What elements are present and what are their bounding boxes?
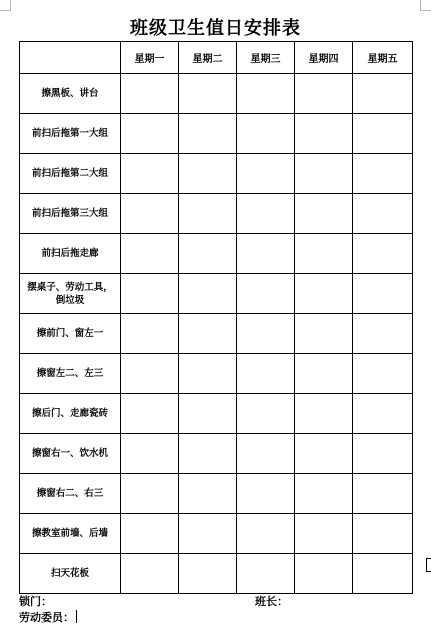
page-margin-marker — [426, 558, 431, 572]
day-header: 星期三 — [237, 42, 295, 74]
duty-cell[interactable] — [295, 114, 353, 154]
task-label: 擦教室前墙、后墙 — [20, 514, 121, 554]
duty-cell[interactable] — [121, 434, 179, 474]
duty-cell[interactable] — [121, 314, 179, 354]
duty-cell[interactable] — [353, 514, 413, 554]
duty-cell[interactable] — [179, 114, 237, 154]
day-header: 星期五 — [353, 42, 413, 74]
table-row — [20, 354, 413, 394]
task-label: 摆桌子、劳动工具，倒垃圾 — [20, 274, 121, 314]
task-label: 前扫后拖走廊 — [20, 234, 121, 274]
table-row — [20, 274, 413, 314]
duty-cell[interactable] — [295, 234, 353, 274]
table-header-row — [20, 42, 413, 74]
lock-door-label: 锁门： — [19, 595, 52, 608]
corner-cell — [20, 42, 121, 74]
duty-cell[interactable] — [353, 554, 413, 594]
monitor-field[interactable] — [255, 593, 288, 609]
table-row — [20, 394, 413, 434]
duty-cell[interactable] — [179, 234, 237, 274]
table-row — [20, 514, 413, 554]
duty-cell[interactable] — [121, 354, 179, 394]
task-label: 前扫后拖第一大组 — [20, 114, 121, 154]
duty-cell[interactable] — [295, 474, 353, 514]
task-label: 前扫后拖第二大组 — [20, 154, 121, 194]
task-label: 擦后门、走廊瓷砖 — [20, 394, 121, 434]
labor-committee-label: 劳动委员： — [19, 611, 74, 624]
duty-cell[interactable] — [353, 314, 413, 354]
table-row — [20, 314, 413, 354]
duty-cell[interactable] — [237, 154, 295, 194]
duty-cell[interactable] — [353, 474, 413, 514]
task-label: 擦黑板、讲台 — [20, 74, 121, 114]
duty-cell[interactable] — [237, 234, 295, 274]
duty-cell[interactable] — [179, 474, 237, 514]
table-row — [20, 474, 413, 514]
duty-cell[interactable] — [295, 394, 353, 434]
duty-cell[interactable] — [295, 554, 353, 594]
duty-cell[interactable] — [237, 274, 295, 314]
task-label: 擦前门、窗左一 — [20, 314, 121, 354]
table-row — [20, 554, 413, 594]
duty-cell[interactable] — [121, 114, 179, 154]
task-label: 扫天花板 — [20, 554, 121, 594]
table-row — [20, 114, 413, 154]
duty-cell[interactable] — [121, 554, 179, 594]
duty-cell[interactable] — [237, 514, 295, 554]
task-label: 擦窗右一、饮水机 — [20, 434, 121, 474]
table-row — [20, 154, 413, 194]
duty-cell[interactable] — [353, 154, 413, 194]
duty-cell[interactable] — [353, 114, 413, 154]
duty-cell[interactable] — [237, 474, 295, 514]
duty-cell[interactable] — [295, 274, 353, 314]
duty-cell[interactable] — [353, 234, 413, 274]
duty-cell[interactable] — [237, 394, 295, 434]
lock-door-field[interactable] — [19, 593, 52, 609]
duty-cell[interactable] — [121, 474, 179, 514]
page-corner-mark — [420, 0, 431, 11]
duty-schedule-table — [19, 41, 413, 594]
day-header: 星期二 — [179, 42, 237, 74]
duty-cell[interactable] — [237, 554, 295, 594]
table-row — [20, 74, 413, 114]
task-label: 擦窗右二、右三 — [20, 474, 121, 514]
duty-cell[interactable] — [295, 514, 353, 554]
duty-cell[interactable] — [237, 74, 295, 114]
duty-cell[interactable] — [353, 434, 413, 474]
table-row — [20, 434, 413, 474]
duty-cell[interactable] — [237, 194, 295, 234]
text-cursor — [76, 610, 77, 623]
task-label: 前扫后拖第三大组 — [20, 194, 121, 234]
task-label: 擦窗左二、左三 — [20, 354, 121, 394]
day-header: 星期四 — [295, 42, 353, 74]
duty-cell[interactable] — [121, 194, 179, 234]
duty-cell[interactable] — [237, 114, 295, 154]
day-header: 星期一 — [121, 42, 179, 74]
duty-cell[interactable] — [295, 354, 353, 394]
duty-cell[interactable] — [121, 274, 179, 314]
duty-cell[interactable] — [295, 434, 353, 474]
duty-cell[interactable] — [237, 434, 295, 474]
document-title: 班级卫生值日安排表 — [130, 18, 301, 39]
duty-cell[interactable] — [179, 434, 237, 474]
duty-cell[interactable] — [121, 514, 179, 554]
duty-cell[interactable] — [295, 154, 353, 194]
duty-cell[interactable] — [179, 354, 237, 394]
duty-cell[interactable] — [179, 274, 237, 314]
duty-cell[interactable] — [121, 234, 179, 274]
duty-cell[interactable] — [353, 274, 413, 314]
duty-cell[interactable] — [179, 154, 237, 194]
duty-cell[interactable] — [179, 314, 237, 354]
duty-cell[interactable] — [179, 394, 237, 434]
duty-cell[interactable] — [237, 314, 295, 354]
duty-cell[interactable] — [353, 194, 413, 234]
duty-cell[interactable] — [237, 354, 295, 394]
duty-cell[interactable] — [295, 74, 353, 114]
duty-cell[interactable] — [121, 154, 179, 194]
monitor-label: 班长： — [255, 595, 288, 608]
table-row — [20, 194, 413, 234]
table-row — [20, 234, 413, 274]
duty-cell[interactable] — [179, 554, 237, 594]
page-corner-mark — [0, 0, 11, 11]
duty-cell[interactable] — [353, 394, 413, 434]
duty-cell[interactable] — [179, 514, 237, 554]
duty-cell[interactable] — [179, 194, 237, 234]
duty-cell[interactable] — [179, 74, 237, 114]
duty-cell[interactable] — [353, 74, 413, 114]
duty-cell[interactable] — [295, 314, 353, 354]
duty-cell[interactable] — [121, 74, 179, 114]
duty-cell[interactable] — [295, 194, 353, 234]
labor-committee-field[interactable] — [19, 609, 77, 625]
duty-cell[interactable] — [121, 394, 179, 434]
duty-cell[interactable] — [353, 354, 413, 394]
